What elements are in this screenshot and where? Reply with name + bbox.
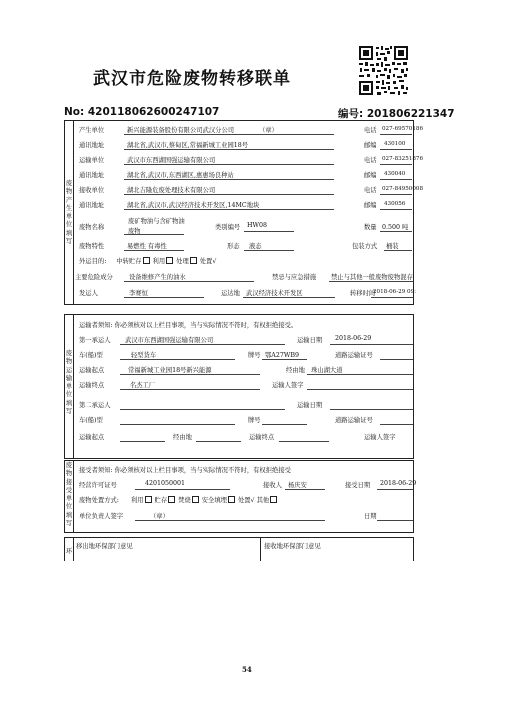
code-value: 201806221347 — [366, 108, 455, 120]
head-seal: （章） — [150, 513, 169, 520]
purpose-option-utilize: 利用 — [152, 258, 166, 265]
method-utilize: 利用 — [130, 497, 144, 504]
category-label: 类别编号 — [215, 224, 241, 231]
receiver-unit-label: 接收单位 — [79, 187, 105, 194]
form-label: 形态 — [227, 243, 240, 250]
method-incinerate: 焚烧 — [178, 497, 191, 504]
producer-unit-label: 产生单位 — [79, 127, 105, 134]
producer-address-label: 通讯地址 — [79, 142, 105, 149]
producer-address-value: 湖北省,武汉市,蔡甸区,常福新城工业园18号 — [127, 142, 249, 149]
transport-section-label: 废物运输单位填写 — [65, 350, 73, 416]
receiver-address-value: 湖北省,武汉市,武汉经济技术开发区,14MC地块 — [127, 202, 260, 209]
plate1-label: 牌号 — [248, 352, 261, 359]
waste-name-label: 废物名称 — [79, 224, 105, 231]
method-storage: 贮存 — [154, 497, 168, 504]
license-value: 4201050001 — [145, 480, 186, 487]
date1-value: 2018-06-29 — [335, 335, 372, 342]
receive-date-label: 接受日期 — [345, 482, 371, 489]
via1-value: 珠山湖大道 — [311, 367, 343, 374]
end1-label: 运输终点 — [79, 382, 105, 389]
method-dispose-checkmark[interactable]: √ — [250, 497, 255, 504]
import-opinion-label: 接收地环保部门意见 — [264, 543, 321, 550]
carrier1-label: 第一承运人 — [79, 337, 111, 344]
date1-label: 运输日期 — [297, 337, 323, 344]
producer-phone-value: 027-69570186 — [382, 126, 424, 132]
packaging-value: 桶装 — [386, 243, 399, 250]
category-value: HW08 — [247, 222, 267, 229]
permit2-label: 道路运输证号 — [335, 417, 373, 424]
destination-value: 武汉经济技术开发区 — [246, 290, 303, 297]
form-value: 液态 — [249, 243, 262, 250]
transport-address-label: 通讯地址 — [79, 172, 105, 179]
transfer-time-label: 转移时间 — [350, 290, 376, 297]
purpose-storage-checkbox[interactable] — [143, 257, 150, 264]
producer-seal: （章） — [259, 127, 278, 134]
destination-label: 运达地 — [221, 290, 240, 297]
shipper-value: 李赛恒 — [129, 290, 148, 297]
export-opinion-label: 移出地环保部门意见 — [76, 543, 133, 550]
producer-postcode-label: 邮编 — [364, 142, 377, 149]
packaging-label: 包装方式 — [352, 243, 378, 250]
via1-label: 经由地 — [286, 367, 305, 374]
components-value: 设备维修产生的油水 — [129, 274, 186, 281]
receiver-notice: 接受者须知: 你必须核对以上栏目事项，当与实际情况不符时，有权拒绝接受 — [79, 467, 291, 474]
head-label: 单位负责人签字 — [79, 513, 124, 520]
permit1-label: 道路运输证号 — [335, 352, 373, 359]
end2-label: 运输终点 — [249, 434, 275, 441]
transport-unit-value: 武汉市东西湖国强运输有限公司 — [127, 157, 216, 164]
receiver-section-label: 废物接受单位填写 — [65, 462, 73, 528]
license-label: 经营许可证号 — [79, 482, 117, 489]
producer-phone-label: 电话 — [364, 127, 377, 134]
end1-value: 名杰工厂 — [130, 382, 156, 389]
purpose-label: 外运目的: — [79, 258, 107, 265]
waste-name-value-1: 废矿物油与含矿物油 — [128, 218, 185, 225]
producer-unit-value: 新兴能源装备股份有限公司武汉分公司 — [127, 127, 235, 134]
start2-label: 运输起点 — [79, 434, 105, 441]
start1-label: 运输起点 — [79, 367, 105, 374]
code-label: 编号: — [338, 108, 364, 120]
vehicle1-label: 车(船)型 — [79, 352, 103, 359]
page-number: 54 — [242, 665, 252, 674]
method-landfill-checkbox[interactable] — [228, 496, 235, 503]
transfer-time-value: 2018-06-29 09: — [373, 289, 417, 295]
plate1-value: 鄂A27WB9 — [265, 352, 299, 359]
receiver-unit-value: 湖北吉隆危废处理技术有限公司 — [127, 187, 216, 194]
receiver-person-label: 接收人 — [263, 482, 282, 489]
method-utilize-checkbox[interactable] — [145, 496, 152, 503]
receiver-postcode-label: 邮编 — [364, 202, 377, 209]
property-value: 易燃性 有毒性 — [127, 243, 167, 250]
plate2-label: 牌号 — [248, 417, 261, 424]
quantity-label: 数量 — [364, 224, 377, 231]
receiver-address-label: 通讯地址 — [79, 202, 105, 209]
producer-section-label: 废物产生单位填写 — [65, 180, 73, 246]
sign2-label: 运输人签字 — [364, 434, 396, 441]
carrier1-value: 武汉市东西湖国强运输有限公司 — [125, 337, 214, 344]
vehicle1-value: 轻型货车 — [131, 352, 157, 359]
head-date-label: 日期 — [364, 513, 377, 520]
transport-unit-label: 运输单位 — [79, 157, 105, 164]
vehicle2-label: 车(船)型 — [79, 417, 103, 424]
via2-label: 经由地 — [173, 434, 192, 441]
purpose-dispose-checkmark[interactable]: √ — [212, 258, 217, 265]
transport-postcode-label: 邮编 — [364, 172, 377, 179]
purpose-option-dispose: 处置 — [199, 258, 213, 265]
precaution-value: 禁止与其他一般废物废物混存 — [331, 274, 413, 281]
method-other: 其他 — [256, 497, 270, 504]
qr-code-icon — [357, 44, 410, 97]
no-value: 420118062600247107 — [87, 106, 220, 118]
sign1-label: 运输人签字 — [272, 382, 304, 389]
start1-value: 常福新城工业园18号新兴能源 — [128, 367, 212, 374]
method-dispose: 处置 — [237, 497, 251, 504]
transport-postcode-value: 430040 — [384, 171, 406, 177]
transport-phone-value: 027-83251876 — [382, 156, 424, 162]
purpose-utilize-checkbox[interactable] — [166, 257, 173, 264]
purpose-option-treat: 处理 — [176, 258, 189, 265]
transport-phone-label: 电话 — [364, 157, 377, 164]
method-other-checkbox[interactable] — [270, 496, 277, 503]
transport-notice: 运输者须知: 你必须核对以上栏目事项，当与实际情况不符时，有权拒绝接受。 — [79, 322, 298, 329]
document-title: 武汉市危险废物转移联单 — [93, 69, 291, 89]
method-label: 废物处置方式: — [79, 497, 119, 504]
precaution-label: 禁忌与应急措施 — [272, 274, 317, 281]
date2-label: 运输日期 — [297, 402, 323, 409]
components-label: 主要危险成分 — [75, 274, 113, 281]
opinion-section-label: 环 — [65, 548, 73, 555]
purpose-option-storage: 中转贮存 — [116, 258, 142, 265]
producer-postcode-value: 430100 — [384, 141, 406, 147]
method-incinerate-checkbox[interactable] — [192, 496, 199, 503]
quantity-value: 0.500 吨 — [382, 224, 409, 231]
shipper-label: 发运人 — [79, 290, 98, 297]
receiver-phone-label: 电话 — [364, 187, 377, 194]
transport-address-value: 湖北省,武汉市,东西湖区,惠惠场良种站 — [127, 172, 234, 179]
receive-date-value: 2018-06-29 — [380, 480, 417, 487]
receiver-person-value: 杨庆安 — [288, 482, 307, 489]
receiver-phone-value: 027-84950008 — [382, 186, 424, 192]
purpose-treat-checkbox[interactable] — [190, 257, 197, 264]
no-label: No: — [64, 106, 85, 118]
method-landfill: 安全填埋 — [201, 497, 227, 504]
receiver-postcode-value: 430056 — [384, 201, 406, 207]
property-label: 废物特性 — [79, 243, 105, 250]
method-storage-checkbox[interactable] — [168, 496, 175, 503]
waste-name-value-2: 废物 — [128, 228, 141, 235]
carrier2-label: 第二承运人 — [79, 402, 111, 409]
